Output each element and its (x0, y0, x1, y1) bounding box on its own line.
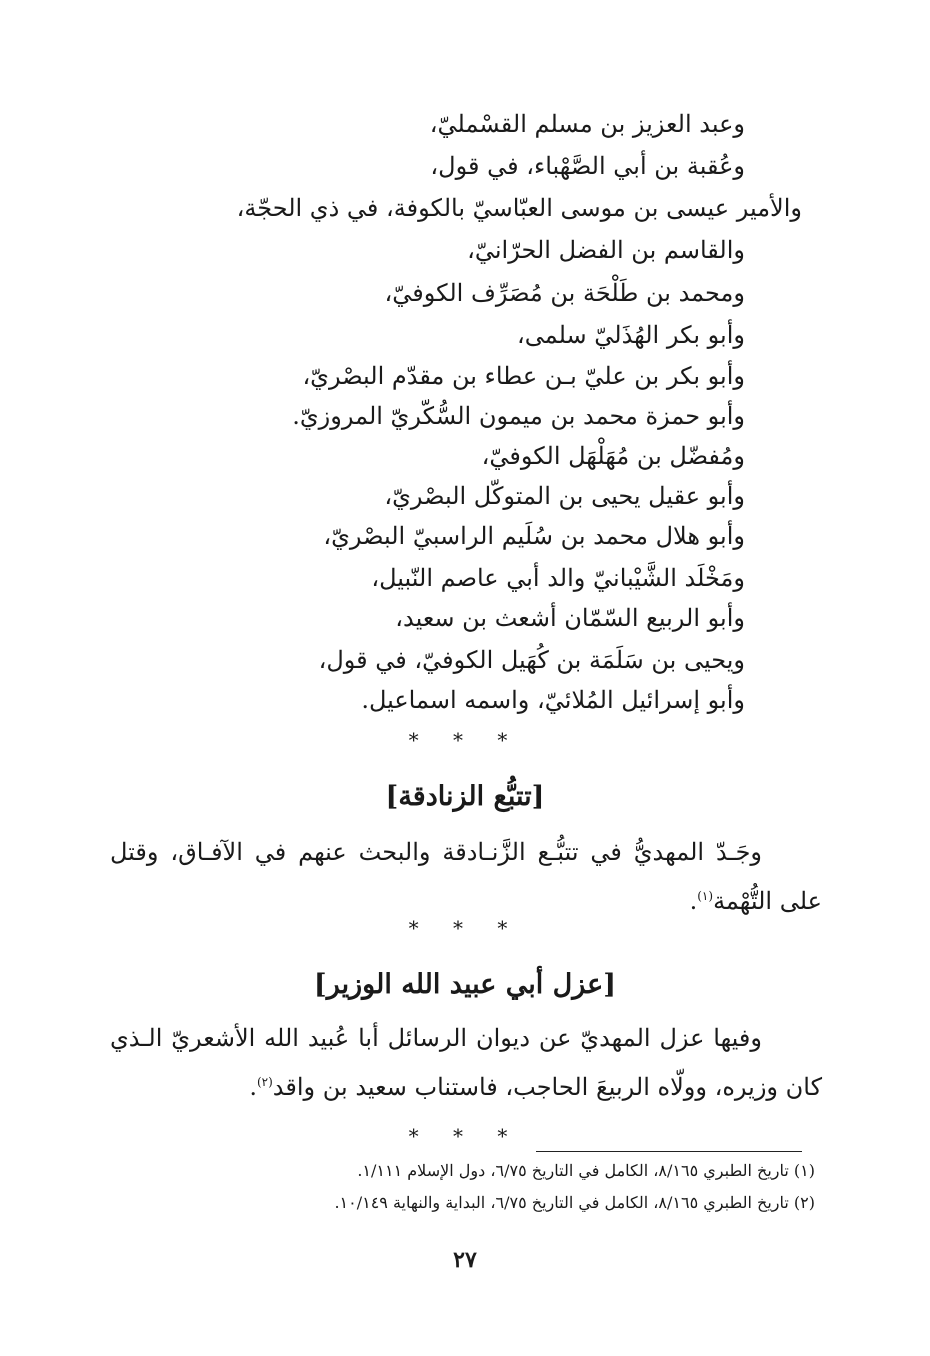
footnote: (٢) تاريخ الطبري ٨/١٦٥، الكامل في التاريخ ٦/٧٥، البداية والنهاية ١٠/١٤٩. (334, 1193, 815, 1212)
paragraph-text: وفيها عزل المهديّ عن ديوان الرسائل أبا عُبيد الله الأشعريّ الـذي كان وزيره، وولّاه الربيعَ الحاجب، فاستناب سعيد بن واقد (110, 1024, 822, 1101)
list-item: وأبو إسرائيل المُلائيّ، واسمه اسماعيل. (361, 686, 745, 714)
list-item: والقاسم بن الفضل الحرّانيّ، (467, 236, 745, 264)
footnote-ref: (١) (697, 889, 714, 903)
paragraph-text: وجَـدّ المهديُّ في تتبُّـع الزَّنـادقة والبحث عنهم في الآفـاق، وقتل على التُّهْمة (110, 838, 822, 915)
paragraph (110, 830, 822, 923)
paragraph-end: . (689, 887, 698, 915)
footnote-rule (536, 1151, 802, 1152)
section-divider: * * * (408, 916, 522, 940)
list-item: والأمير عيسى بن موسى العبّاسيّ بالكوفة، في ذي الحجّة، (236, 194, 802, 222)
list-item: وأبو هلال محمد بن سُلَيم الراسبيّ البصْريّ، (323, 522, 745, 550)
section-divider: * * * (408, 1124, 522, 1148)
footnote: (١) تاريخ الطبري ٨/١٦٥، الكامل في التاريخ ٦/٧٥، دول الإسلام ١/١١١. (357, 1161, 815, 1180)
page-number: ٢٧ (453, 1247, 477, 1273)
list-item: ومُفضّل بن مُهَلْهَل الكوفيّ، (481, 442, 745, 470)
list-item: ومَخْلَد الشَّيْبانيّ والد أبي عاصم النّبيل، (371, 564, 745, 592)
list-item: ومحمد بن طَلْحَة بن مُصَرِّف الكوفيّ، (384, 279, 745, 307)
list-item: وأبو بكر الهُذَليّ سلمى، (516, 321, 745, 349)
section-heading: [تتبُّع الزنادقة] (385, 781, 545, 812)
paragraph (110, 1016, 822, 1109)
footnote-ref: (٢) (256, 1075, 273, 1089)
paragraph-end: . (249, 1073, 257, 1101)
list-item: وأبو بكر بن عليّ بـن عطاء بن مقدّم البصْريّ، (302, 362, 745, 390)
list-item: وعُقبة بن أبي الصَّهْباء، في قول، (430, 152, 745, 180)
list-item: وعبد العزيز بن مسلم القسْمليّ، (429, 110, 745, 138)
list-item: وأبو الربيع السّمّان أشعث بن سعيد، (395, 604, 745, 632)
list-item: وأبو عقيل يحيى بن المتوكّل البصْريّ، (384, 482, 745, 510)
section-divider: * * * (408, 728, 522, 752)
list-item: ويحيى بن سَلَمَة بن كُهَيل الكوفيّ، في قول، (318, 646, 745, 674)
list-item: وأبو حمزة محمد بن ميمون السُّكّريّ المروزيّ. (292, 402, 745, 430)
section-heading: [عزل أبي عبيد الله الوزير] (313, 969, 617, 1000)
